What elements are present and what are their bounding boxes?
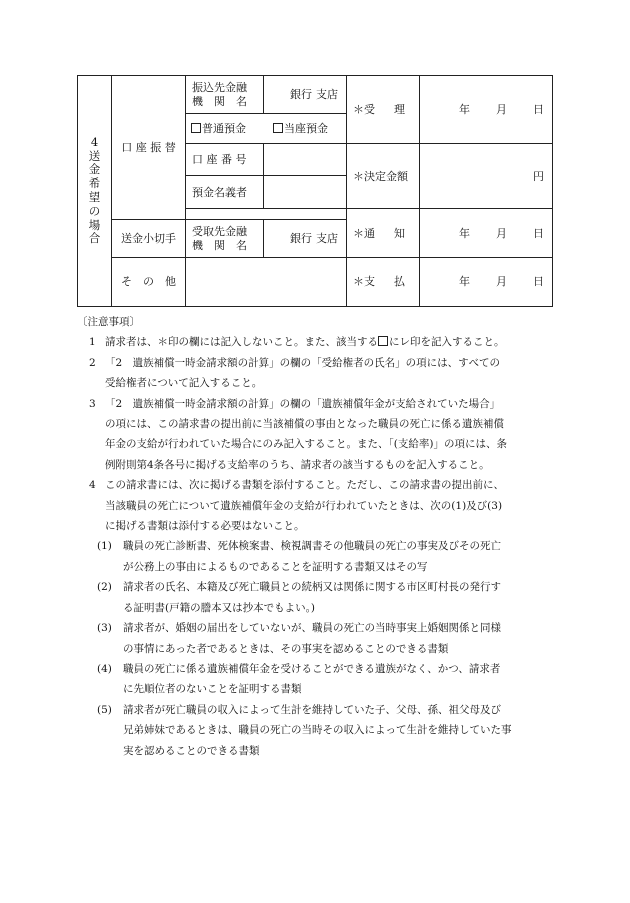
note-item-2: 2 「2 遺族補償一時金請求額の計算」の欄の「受給権者の氏名」の項には、すべての [89, 356, 500, 369]
other-label: そ の 他 [112, 258, 186, 307]
notice-label: ＊通 知 [347, 209, 420, 258]
remittance-check-label: 送金小切手 [112, 220, 186, 258]
deposit-type-row [186, 114, 347, 144]
note-sub-1: (1) 職員の死亡診断書、死体検案書、検視調書その他職員の死亡の事実及びその死亡 [97, 540, 501, 553]
account-transfer-spacer [186, 209, 347, 220]
account-number-label: 口 座 番 号 [186, 143, 264, 175]
account-holder-field[interactable] [264, 176, 347, 209]
checkbox-icon [191, 123, 201, 133]
checkbox-icon [273, 123, 283, 133]
branch-suffix: 支店 [316, 87, 338, 101]
payment-label: ＊支 払 [347, 258, 420, 307]
transfer-bank-label: 振込先金融 機 関 名 [186, 76, 264, 114]
account-holder-label: 預金名義者 [186, 176, 264, 209]
checkbox-icon [378, 336, 388, 346]
receiving-bank-label: 受取先金融 機 関 名 [186, 220, 264, 258]
notice-date-field[interactable]: 年 月 日 [420, 209, 553, 258]
decided-amount-field[interactable]: 円 [420, 143, 553, 208]
note-item-3: 3 「2 遺族補償一時金請求額の計算」の欄の「遺族補償年金が支給されていた場合」 [89, 397, 501, 410]
payment-date-field[interactable]: 年 月 日 [420, 258, 553, 307]
receipt-label: ＊受 理 [347, 76, 420, 144]
branch-suffix: 支店 [316, 231, 338, 245]
note-item-1: 1 請求者は、＊印の欄には記入しないこと。また、該当する にレ印を記入すること。 [89, 336, 505, 349]
note-sub-3: (3) 請求者が、婚姻の届出をしていないが、職員の死亡の当時事実上婚姻関係と同様 [97, 622, 501, 635]
ordinary-deposit-checkbox[interactable]: 普通預金 [191, 122, 246, 135]
receipt-date-field[interactable]: 年 月 日 [420, 76, 553, 144]
note-sub-5: (5) 請求者が死亡職員の収入によって生計を維持していた子、父母、孫、祖父母及び [97, 703, 501, 716]
account-transfer-label: 口 座 振 替 [112, 76, 186, 220]
account-number-field[interactable] [264, 143, 347, 175]
bank-suffix: 銀行 [290, 231, 312, 245]
receiving-bank-field[interactable] [264, 220, 347, 258]
note-item-4: 4 この請求書には、次に掲げる書類を添付すること。ただし、この請求書の提出前に、 [89, 479, 504, 492]
transfer-bank-field[interactable] [264, 76, 347, 114]
bank-suffix: 銀行 [290, 87, 312, 101]
current-deposit-checkbox[interactable]: 当座預金 [273, 122, 328, 135]
note-sub-2: (2) 請求者の氏名、本籍及び死亡職員との続柄又は関係に関する市区町村長の発行す [97, 581, 501, 594]
section-label-remittance: 4 送 金 希 望 の 場 合 [78, 76, 112, 307]
remittance-form-table [77, 75, 553, 307]
decided-amount-label: ＊決定金額 [347, 143, 420, 208]
other-field[interactable] [186, 258, 347, 307]
notes-section: 〔注意事項〕 1 請求者は、＊印の欄には記入しないこと。また、該当する にレ印を記入すること。 2 「2 遺族補償一時金請求額の計算」の欄の「受給権者の氏名」の項には、すべての 受給権者について記入すること。 3 「2 遺族補償一時金請求額の計算」の欄の「遺族補償年金が支給されていた場合」 の項には、この請求書の提出前に当該補償の事由となった職員の死亡に係る遺族補償 年金の支給が行われていた場合にのみ記入すること。また、「(支給率)」の項には、条 例附則第4条各号に掲げる支給率のうち、請求者の該当するものを記入すること。 4 この請求書には、次に掲げる書類を添付すること。ただし、この請求書の提出前に、 当該職員の死亡について遺族補償年金の支給が行われていたときは、次の(1)及び(3) に掲げる書類は添付する必要はないこと。 (1) 職員の死亡診断書、死体検案書、検視調書その他職員の死亡の事実及びその死亡 が公務上の事由によるものであることを証明する書類又はその写 (2) 請求者の氏名、本籍及び死亡職員との続柄又は関係に関する市区町村長の発行す る証明書(戸籍の謄本又は抄本でもよい。) (3) 請求者が、婚姻の届出をしていないが、職員の死亡の当時事実上婚姻関係と同様 の事情にあった者であるときは、その事実を認めることのできる書類 (4) 職員の死亡に係る遺族補償年金を受けることができる遺族がなく、かつ、請求者 に先順位者のないことを証明する書類 (5) 請求者が死亡職員の収入によって生計を維持していた子、父母、孫、祖父母及び 兄弟姉妹であるときは、職員の死亡の当時その収入によって生計を維持していた事 実を認めることのできる書類 [77, 312, 557, 761]
notes-heading: 〔注意事項〕 [77, 316, 140, 328]
note-sub-4: (4) 職員の死亡に係る遺族補償年金を受けることができる遺族がなく、かつ、請求者 [97, 662, 501, 675]
